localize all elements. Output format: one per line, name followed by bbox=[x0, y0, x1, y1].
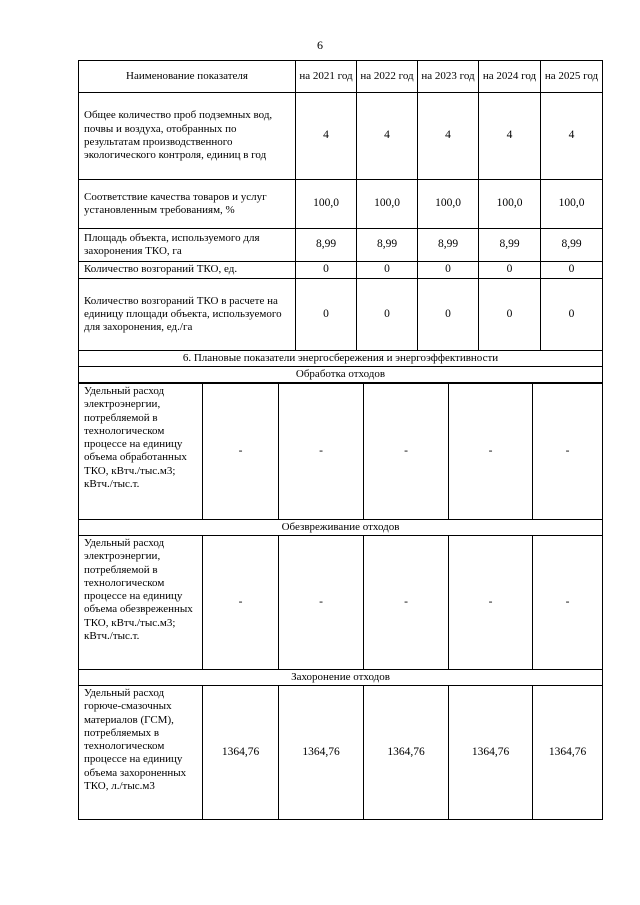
indicator-value: - bbox=[364, 384, 449, 520]
indicator-value: 0 bbox=[418, 262, 479, 279]
indicator-value: 100,0 bbox=[296, 180, 357, 229]
indicator-value: 8,99 bbox=[541, 229, 603, 262]
table-row bbox=[79, 686, 603, 820]
indicator-value: 0 bbox=[357, 262, 418, 279]
indicator-value: 100,0 bbox=[541, 180, 603, 229]
indicator-value: 0 bbox=[418, 279, 479, 351]
indicator-value: 4 bbox=[418, 93, 479, 180]
table-row bbox=[79, 536, 603, 670]
indicator-value: 0 bbox=[541, 262, 603, 279]
year-column-header: на 2024 год bbox=[479, 61, 541, 93]
indicator-value: 8,99 bbox=[418, 229, 479, 262]
page-number: 6 bbox=[317, 38, 323, 52]
header-row bbox=[79, 61, 603, 93]
indicator-value: - bbox=[449, 384, 533, 520]
section-title: 6. Плановые показатели энергосбережения и энергоэффективности bbox=[79, 351, 603, 367]
indicator-label: Удельный расход электроэнергии, потребляемой в технологическом процессе на единицу объема обезвреженных ТКО, кВтч./тыс.м3; кВтч./тыс.т. bbox=[79, 536, 203, 670]
indicator-value: 0 bbox=[357, 279, 418, 351]
indicator-value: 1364,76 bbox=[449, 686, 533, 820]
indicator-value: 0 bbox=[296, 279, 357, 351]
indicator-value: - bbox=[279, 536, 364, 670]
indicator-value: - bbox=[203, 536, 279, 670]
indicator-value: 0 bbox=[479, 279, 541, 351]
indicator-value: 0 bbox=[479, 262, 541, 279]
indicator-value: 1364,76 bbox=[203, 686, 279, 820]
indicator-label: Количество возгораний ТКО в расчете на единицу площади объекта, используемого для захоронения, ед./га bbox=[79, 279, 296, 351]
year-column-header: на 2023 год bbox=[418, 61, 479, 93]
indicator-value: 8,99 bbox=[357, 229, 418, 262]
indicators-table bbox=[78, 60, 603, 383]
indicator-value: 100,0 bbox=[418, 180, 479, 229]
indicator-label: Площадь объекта, используемого для захоронения ТКО, га bbox=[79, 229, 296, 262]
subsection-title-row bbox=[79, 670, 603, 686]
indicator-value: 100,0 bbox=[357, 180, 418, 229]
indicator-value: 4 bbox=[541, 93, 603, 180]
indicator-value: 100,0 bbox=[479, 180, 541, 229]
year-column-header: на 2022 год bbox=[357, 61, 418, 93]
subsection-title: Обработка отходов bbox=[79, 367, 603, 383]
table-row bbox=[79, 279, 603, 351]
indicator-value: 4 bbox=[296, 93, 357, 180]
year-column-header: на 2021 год bbox=[296, 61, 357, 93]
energy-efficiency-table bbox=[78, 383, 603, 820]
table-row bbox=[79, 262, 603, 279]
table-row bbox=[79, 229, 603, 262]
indicator-value: - bbox=[449, 536, 533, 670]
section-title-row bbox=[79, 351, 603, 367]
indicator-value: 0 bbox=[541, 279, 603, 351]
indicator-value: 8,99 bbox=[479, 229, 541, 262]
indicator-value: - bbox=[364, 536, 449, 670]
indicator-value: 8,99 bbox=[296, 229, 357, 262]
indicator-label: Общее количество проб подземных вод, почвы и воздуха, отобранных по результатам производственного экологического контроля, единиц в год bbox=[79, 93, 296, 180]
subsection-title: Обезвреживание отходов bbox=[79, 520, 603, 536]
subsection-title: Захоронение отходов bbox=[79, 670, 603, 686]
indicator-label: Удельный расход горюче-смазочных материалов (ГСМ), потребляемых в технологическом процессе на единицу объема захороненных ТКО, л./тыс.м3 bbox=[79, 686, 203, 820]
indicator-value: - bbox=[203, 384, 279, 520]
table-row bbox=[79, 93, 603, 180]
indicator-value: - bbox=[533, 536, 603, 670]
indicator-value: 1364,76 bbox=[279, 686, 364, 820]
indicator-value: 1364,76 bbox=[533, 686, 603, 820]
indicator-label: Количество возгораний ТКО, ед. bbox=[79, 262, 296, 279]
indicator-value: 4 bbox=[357, 93, 418, 180]
indicator-value: - bbox=[533, 384, 603, 520]
indicator-value: 1364,76 bbox=[364, 686, 449, 820]
subsection-title-row bbox=[79, 367, 603, 383]
indicator-value: - bbox=[279, 384, 364, 520]
table-row bbox=[79, 384, 603, 520]
indicator-column-header: Наименование показателя bbox=[79, 61, 296, 93]
year-column-header: на 2025 год bbox=[541, 61, 603, 93]
indicator-value: 0 bbox=[296, 262, 357, 279]
indicator-label: Соответствие качества товаров и услуг установленным требованиям, % bbox=[79, 180, 296, 229]
indicator-label: Удельный расход электроэнергии, потребляемой в технологическом процессе на единицу объема обработанных ТКО, кВтч./тыс.м3; кВтч./тыс.т. bbox=[79, 384, 203, 520]
table-row bbox=[79, 180, 603, 229]
indicator-value: 4 bbox=[479, 93, 541, 180]
subsection-title-row bbox=[79, 520, 603, 536]
